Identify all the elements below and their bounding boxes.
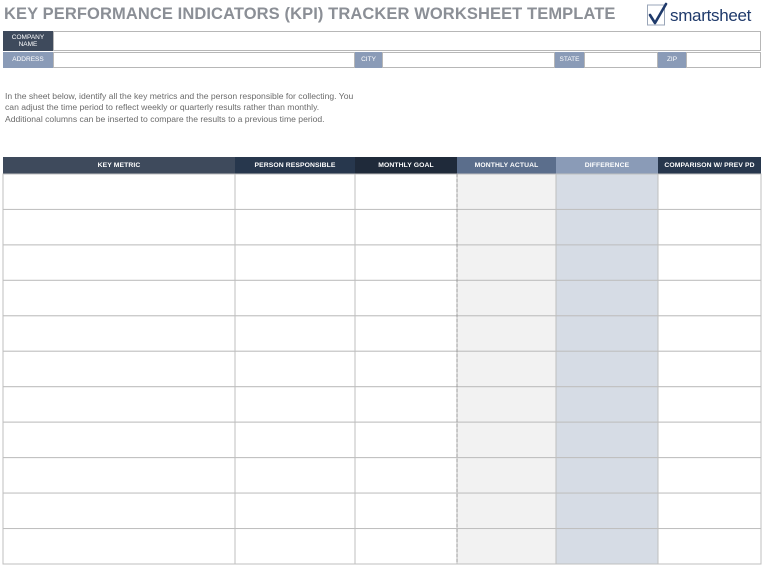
person-responsible-cell[interactable] <box>235 316 355 351</box>
comparison-cell[interactable] <box>658 316 761 351</box>
monthly-goal-cell[interactable] <box>355 458 457 493</box>
person-responsible-cell[interactable] <box>235 245 355 280</box>
monthly-actual-cell[interactable] <box>457 529 556 564</box>
comparison-cell[interactable] <box>658 245 761 280</box>
header-monthly-actual: MONTHLY ACTUAL <box>457 157 556 174</box>
page-title: KEY PERFORMANCE INDICATORS (KPI) TRACKER WORKSHEET TEMPLATE <box>4 5 616 23</box>
difference-cell[interactable] <box>556 351 658 386</box>
zip-label: ZIP <box>658 52 686 68</box>
person-responsible-cell[interactable] <box>235 387 355 422</box>
difference-cell[interactable] <box>556 316 658 351</box>
monthly-actual-cell[interactable] <box>457 209 556 244</box>
monthly-goal-cell[interactable] <box>355 209 457 244</box>
monthly-actual-cell[interactable] <box>457 245 556 280</box>
key-metric-cell[interactable] <box>3 245 235 280</box>
monthly-actual-cell[interactable] <box>457 387 556 422</box>
key-metric-cell[interactable] <box>3 209 235 244</box>
monthly-goal-cell[interactable] <box>355 493 457 528</box>
comparison-cell[interactable] <box>658 351 761 386</box>
header-difference: DIFFERENCE <box>556 157 658 174</box>
monthly-actual-cell[interactable] <box>457 458 556 493</box>
logo-wordmark: smartsheet <box>670 6 752 25</box>
key-metric-cell[interactable] <box>3 351 235 386</box>
monthly-actual-cell[interactable] <box>457 351 556 386</box>
person-responsible-cell[interactable] <box>235 493 355 528</box>
company-name-label: COMPANY NAME <box>3 31 53 51</box>
comparison-cell[interactable] <box>658 529 761 564</box>
person-responsible-cell[interactable] <box>235 458 355 493</box>
state-label: STATE <box>555 52 584 68</box>
comparison-cell[interactable] <box>658 209 761 244</box>
monthly-actual-cell[interactable] <box>457 316 556 351</box>
key-metric-cell[interactable] <box>3 493 235 528</box>
person-responsible-cell[interactable] <box>235 422 355 457</box>
key-metric-cell[interactable] <box>3 316 235 351</box>
monthly-goal-cell[interactable] <box>355 387 457 422</box>
address-label: ADDRESS <box>3 52 53 68</box>
header-monthly-goal: MONTHLY GOAL <box>355 157 457 174</box>
header-key-metric: KEY METRIC <box>3 157 235 174</box>
person-responsible-cell[interactable] <box>235 351 355 386</box>
person-responsible-cell[interactable] <box>235 174 355 209</box>
difference-cell[interactable] <box>556 209 658 244</box>
person-responsible-cell[interactable] <box>235 529 355 564</box>
monthly-actual-cell[interactable] <box>457 280 556 315</box>
monthly-goal-cell[interactable] <box>355 316 457 351</box>
person-responsible-cell[interactable] <box>235 209 355 244</box>
difference-cell[interactable] <box>556 280 658 315</box>
monthly-goal-cell[interactable] <box>355 422 457 457</box>
city-label: CITY <box>355 52 382 68</box>
header-person-responsible: PERSON RESPONSIBLE <box>235 157 355 174</box>
header-comparison-prev-pd: COMPARISON W/ PREV PD <box>658 157 761 174</box>
comparison-cell[interactable] <box>658 422 761 457</box>
difference-cell[interactable] <box>556 458 658 493</box>
monthly-goal-cell[interactable] <box>355 174 457 209</box>
key-metric-cell[interactable] <box>3 174 235 209</box>
monthly-actual-cell[interactable] <box>457 422 556 457</box>
monthly-goal-cell[interactable] <box>355 280 457 315</box>
key-metric-cell[interactable] <box>3 458 235 493</box>
comparison-cell[interactable] <box>658 174 761 209</box>
key-metric-cell[interactable] <box>3 422 235 457</box>
comparison-cell[interactable] <box>658 458 761 493</box>
comparison-cell[interactable] <box>658 493 761 528</box>
monthly-goal-cell[interactable] <box>355 529 457 564</box>
difference-cell[interactable] <box>556 422 658 457</box>
monthly-actual-cell[interactable] <box>457 493 556 528</box>
monthly-goal-cell[interactable] <box>355 351 457 386</box>
person-responsible-cell[interactable] <box>235 280 355 315</box>
instructions-text: In the sheet below, identify all the key metrics and the person responsible for collecting. You can adjust the time period to reflect weekly or quarterly results rather than monthly. Additional columns can be inserted to compare the results to a previous time period. <box>5 91 354 124</box>
monthly-actual-cell[interactable] <box>457 174 556 209</box>
comparison-cell[interactable] <box>658 387 761 422</box>
comparison-cell[interactable] <box>658 280 761 315</box>
monthly-goal-cell[interactable] <box>355 245 457 280</box>
difference-cell[interactable] <box>556 174 658 209</box>
difference-cell[interactable] <box>556 529 658 564</box>
difference-cell[interactable] <box>556 245 658 280</box>
difference-cell[interactable] <box>556 493 658 528</box>
key-metric-cell[interactable] <box>3 387 235 422</box>
key-metric-cell[interactable] <box>3 529 235 564</box>
key-metric-cell[interactable] <box>3 280 235 315</box>
difference-cell[interactable] <box>556 387 658 422</box>
